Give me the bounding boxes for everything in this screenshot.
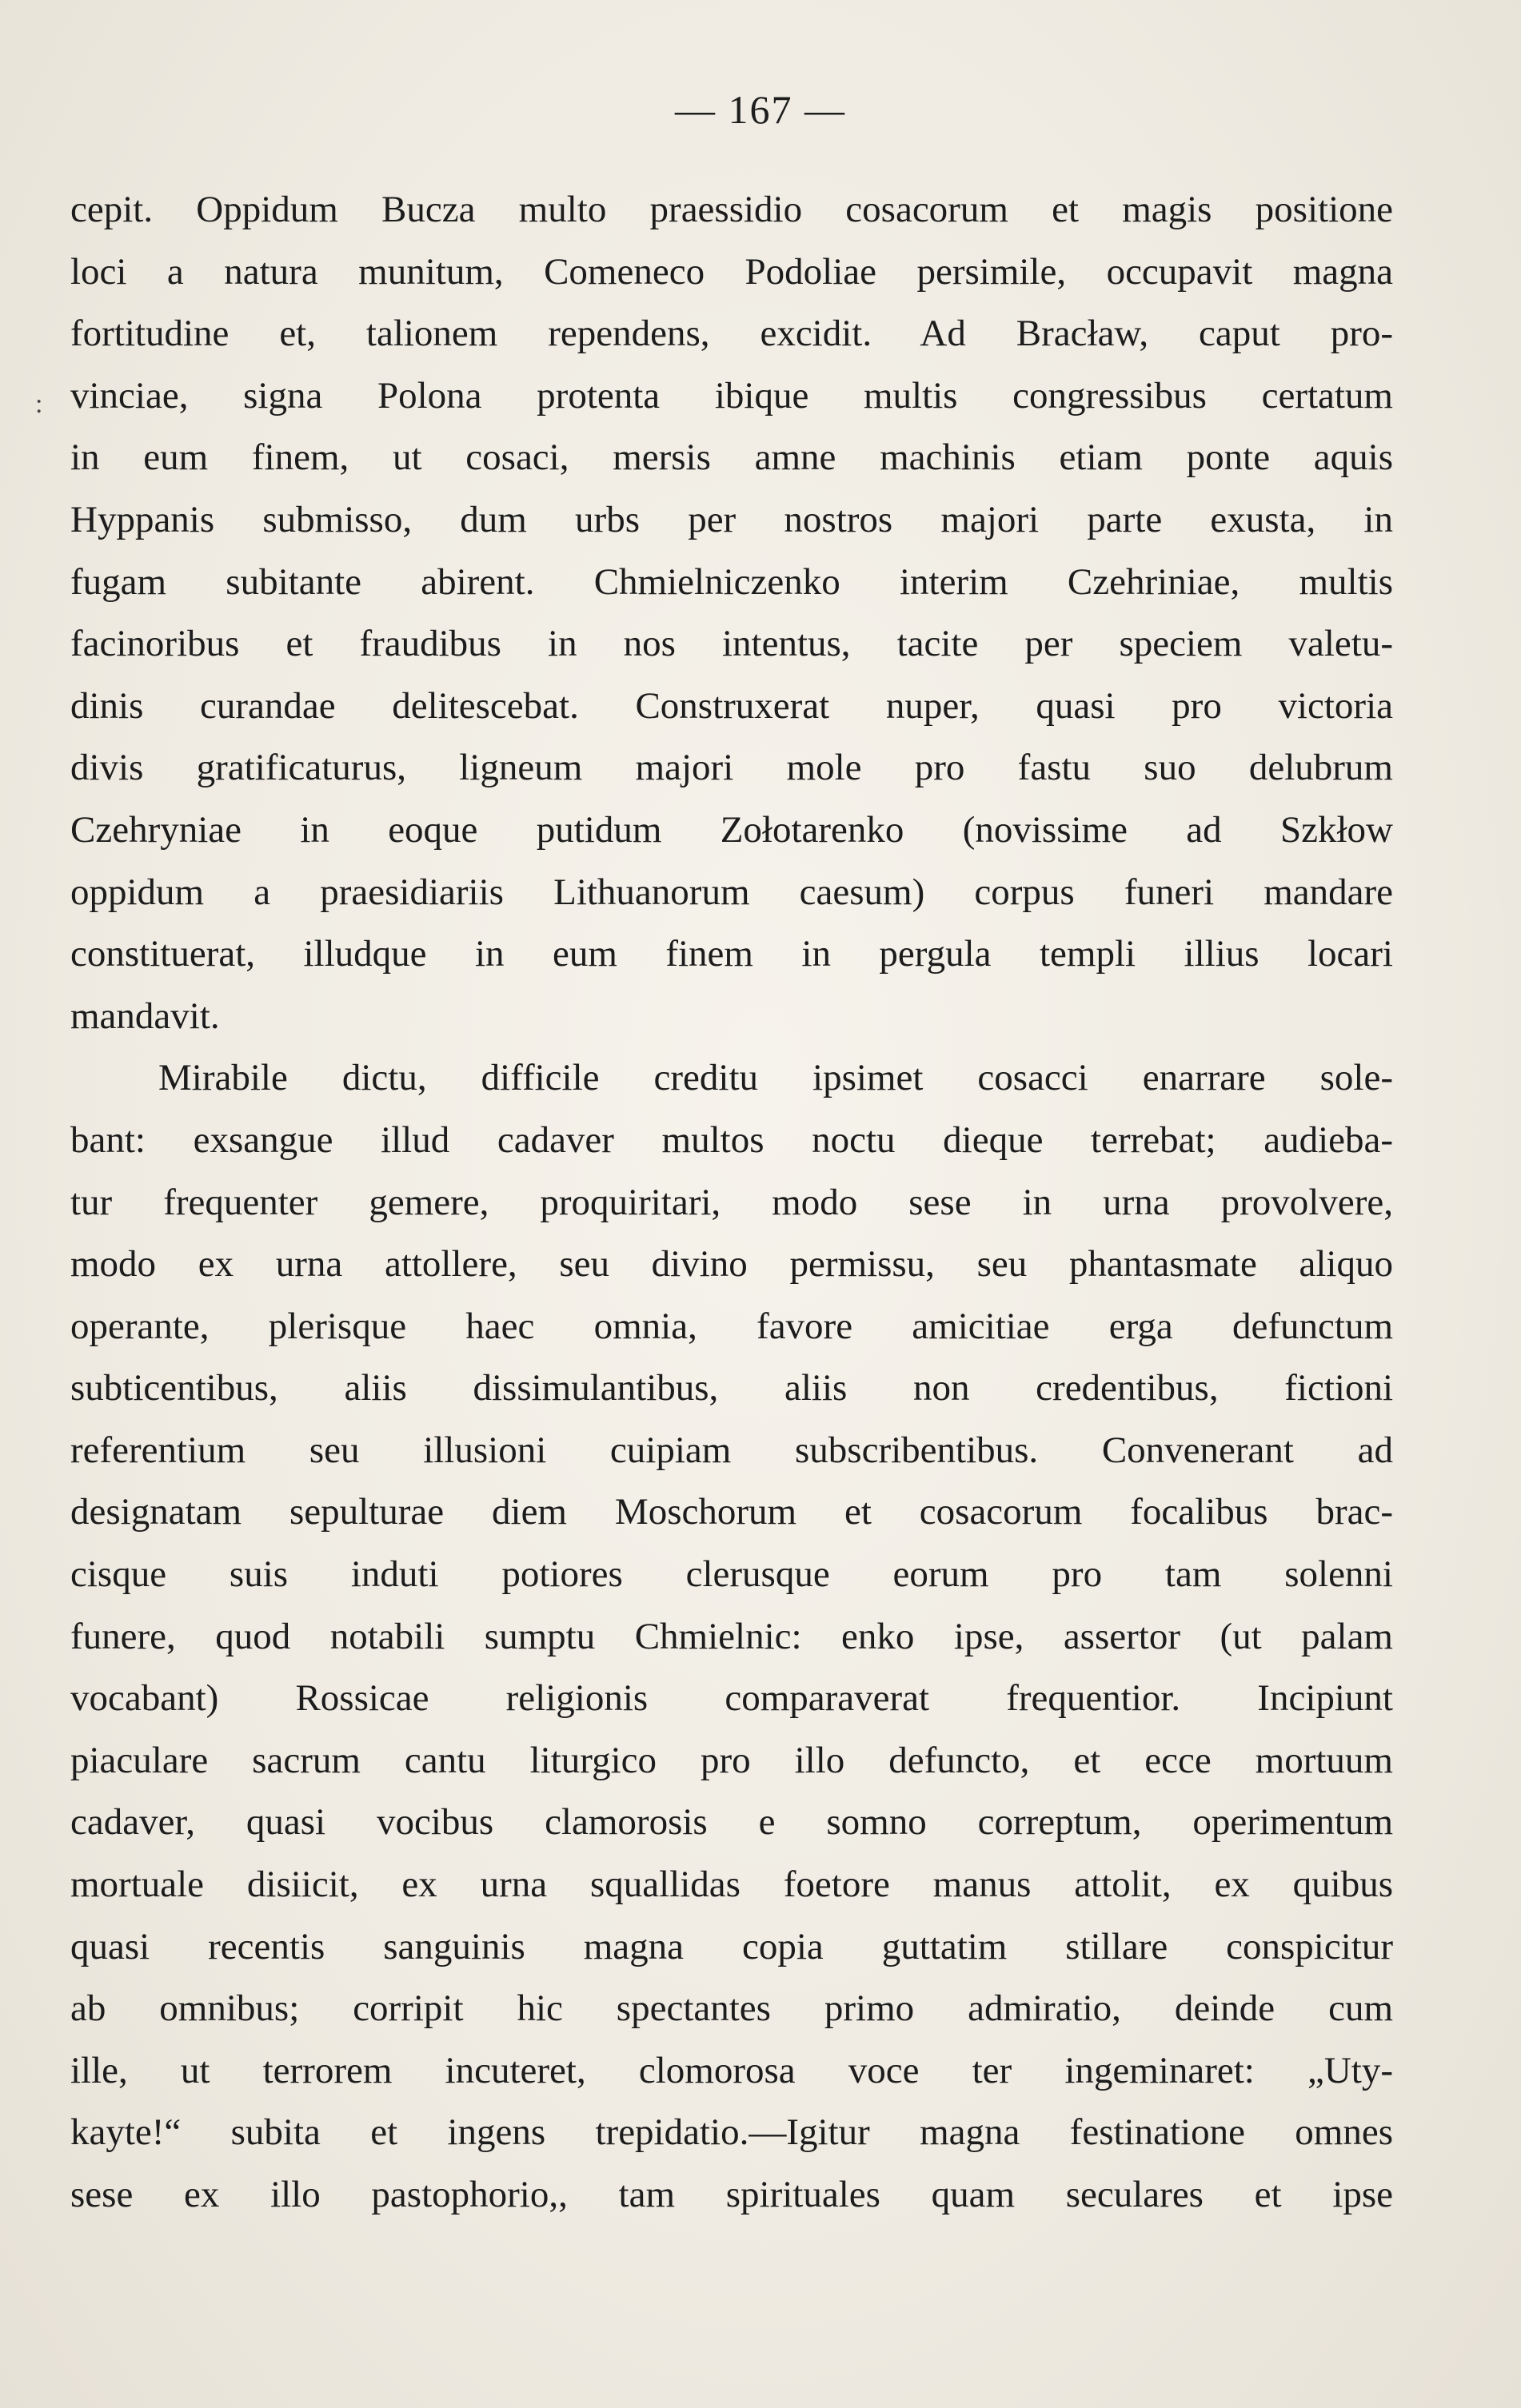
paragraph-1	[70, 179, 1393, 1047]
margin-mark: :	[35, 389, 43, 419]
text-line: vocabant) Rossicae religionis comparaverat frequentior. Incipiunt	[70, 1677, 1393, 1720]
text-line: fortitudine et, talionem rependens, excidit. Ad Bracław, caput pro-	[70, 313, 1393, 355]
text-line: cepit. Oppidum Bucza multo praessidio cosacorum et magis positione	[70, 189, 1393, 230]
text-line: bant: exsangue illud cadaver multos noctu dieque terrebat; audieba-	[70, 1118, 1393, 1161]
text-line: Czehryniae in eoque putidum Zołotarenko (novissime ad Szkłow	[70, 808, 1393, 851]
text-line: modo ex urna attollere, seu divino permissu, seu phantasmate aliquo	[70, 1243, 1393, 1286]
text-line: ab omnibus; corripit hic spectantes primo admiratio, deinde cum	[70, 1987, 1393, 2030]
text-line: cadaver, quasi vocibus clamorosis e somno correptum, operimentum	[70, 1801, 1393, 1844]
body-text	[70, 179, 1393, 2227]
text-line: kayte!“ subita et ingens trepidatio.—Igitur magna festinatione omnes	[70, 2111, 1393, 2154]
text-line: vinciae, signa Polona protenta ibique multis congressibus certatum	[70, 374, 1393, 417]
text-line: subticentibus, aliis dissimulantibus, aliis non credentibus, fictioni	[70, 1367, 1393, 1409]
paragraph-2	[70, 1047, 1393, 2226]
text-line: mandavit.	[70, 995, 220, 1037]
text-line: oppidum a praesidiariis Lithuanorum caesum) corpus funeri mandare	[70, 871, 1393, 913]
text-line: sese ex illo pastophorio,, tam spirituales quam seculares et ipse	[70, 2174, 1393, 2215]
text-line: loci a natura munitum, Comeneco Podoliae persimile, occupavit magna	[70, 250, 1393, 293]
text-line: in eum finem, ut cosaci, mersis amne machinis etiam ponte aquis	[70, 437, 1393, 479]
text-line: designatam sepulturae diem Moschorum et cosacorum focalibus brac-	[70, 1491, 1393, 1533]
text-line: piaculare sacrum cantu liturgico pro illo defuncto, et ecce mortuum	[70, 1739, 1393, 1781]
text-line: constituerat, illudque in eum finem in pergula templi illius locari	[70, 933, 1393, 975]
text-line: Mirabile dictu, difficile creditu ipsimet cosacci enarrare sole-	[158, 1057, 1393, 1099]
text-line: fugam subitante abirent. Chmielniczenko interim Czehriniae, multis	[70, 560, 1393, 603]
text-line: tur frequenter gemere, proquiritari, modo sese in urna provolvere,	[70, 1181, 1393, 1223]
page-number: — 167 —	[675, 87, 846, 132]
text-line: divis gratificaturus, ligneum majori mole pro fastu suo delubrum	[70, 747, 1393, 789]
text-line: dinis curandae delitescebat. Construxerat nuper, quasi pro victoria	[70, 684, 1393, 727]
text-line: facinoribus et fraudibus in nos intentus, tacite per speciem valetu-	[70, 623, 1393, 665]
text-line: referentium seu illusioni cuipiam subscribentibus. Convenerant ad	[70, 1429, 1393, 1471]
text-line: Hyppanis submisso, dum urbs per nostros majori parte exusta, in	[70, 498, 1393, 540]
text-line: quasi recentis sanguinis magna copia guttatim stillare conspicitur	[70, 1925, 1393, 1967]
text-line: operante, plerisque haec omnia, favore amicitiae erga defunctum	[70, 1305, 1393, 1347]
text-line: ille, ut terrorem incuteret, clomorosa voce ter ingeminaret: „Uty-	[70, 2049, 1393, 2091]
text-line: cisque suis induti potiores clerusque eorum pro tam solenni	[70, 1553, 1393, 1596]
text-line: mortuale disiicit, ex urna squallidas foetore manus attolit, ex quibus	[70, 1864, 1393, 1906]
text-line: funere, quod notabili sumptu Chmielnic: enko ipse, assertor (ut palam	[70, 1615, 1393, 1657]
